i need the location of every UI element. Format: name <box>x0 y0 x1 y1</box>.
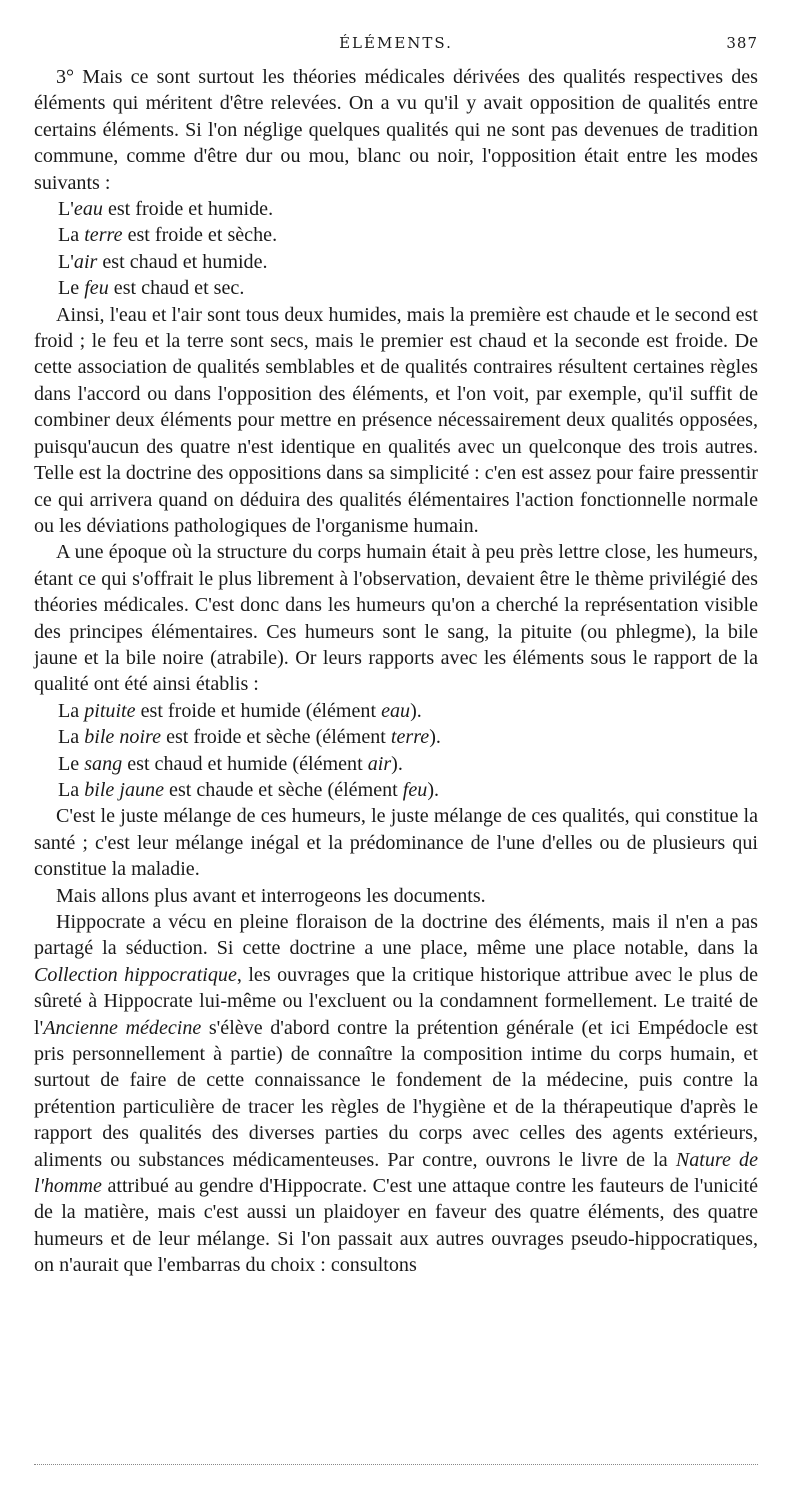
list-item-suffix: est froide et humide. <box>102 198 274 221</box>
list-item-suffix: ). <box>427 778 440 801</box>
paragraph-transition: Mais allons plus avant et interrogeons les documents. <box>56 884 486 907</box>
humor-name: pituite <box>84 699 136 722</box>
humor-name: bile jaune <box>84 778 165 801</box>
list-item-middle: est chaud et humide (élément <box>122 752 368 775</box>
paragraph-oppositions: Ainsi, l'eau et l'air sont tous deux humides, mais la première est chaude et le second est froid ; le feu et la terre sont secs, mais le premier est chaud et la seconde est froide. De cette association de qualités semblables et de qualités contraires résultent certaines règles dans l'accord ou dans l'opposition des éléments, et l'on voit, par exemple, qu'il suffit de combiner deux éléments pour mettre en présence nécessairement deux qualités opposées, puisqu'aucun des quatre n'est identique en qualités avec un quelconque des trois autres. Telle est la doctrine des oppositions dans sa simplicité : c'en est assez pour faire pressentir ce qui arrivera quand on déduira des qualités élémentaires l'action fonctionnelle normale ou les déviations pathologiques de l'organisme humain. <box>34 303 758 537</box>
body-text <box>34 64 758 1279</box>
list-item-prefix: L' <box>58 250 74 273</box>
book-title: Nature de l'homme <box>34 1148 758 1198</box>
list-item-middle: est chaude et sèche (élément <box>164 778 403 801</box>
text-run: Hippocrate a vécu en pleine floraison de la doctrine des éléments, mais il n'en a pas partagé la séduction. Si cette doctrine a une place, même une place notable, dans la <box>34 911 758 960</box>
list-item <box>34 777 758 803</box>
element-name: eau <box>381 699 411 722</box>
element-name: feu <box>402 778 428 801</box>
list-item-suffix: ). <box>410 699 422 722</box>
element-name: terre <box>84 224 123 247</box>
book-title: Collection hippocratique <box>34 963 237 986</box>
text-run: attribué au gendre d'Hippocrate. C'est une attaque contre les fauteurs de l'unicité de la matière, mais c'est aussi un plaidoyer en faveur des quatre éléments, des quatre humeurs et de leur mélange. Si l'on passait aux autres ouvrages pseudo-hippocratiques, on n'aurait que l'embarras du choix : consultons <box>34 1175 758 1277</box>
text-run: s'élève d'abord contre la prétention générale (et ici Empédocle est pris personnellement à partie) de connaître la composition intime du corps humain, et surtout de faire de cette connaissance le fondement de la médecine, puis contre la prétention particulière de tracer les règles de l'hygiène et de la thérapeutique d'après le rapport des qualités des diverses parties du corps avec celles des agents extérieurs, aliments ou substances médicamenteuses. Par contre, ouvrons le livre de la <box>34 1016 758 1171</box>
humors-list <box>34 698 758 804</box>
paragraph-hippocrates <box>34 909 758 1279</box>
list-item-prefix: La <box>58 699 85 722</box>
list-item <box>34 275 758 301</box>
element-name: eau <box>73 198 103 221</box>
element-name: air <box>367 752 392 775</box>
running-header <box>34 34 758 60</box>
list-item-suffix: est froide et sèche. <box>122 224 278 247</box>
element-name: terre <box>390 726 430 749</box>
running-title: ÉLÉMENTS. <box>339 34 453 52</box>
list-item <box>34 222 758 248</box>
list-item-suffix: ). <box>429 726 441 749</box>
list-item-suffix: est chaud et humide. <box>97 250 268 273</box>
list-item <box>34 698 758 724</box>
humor-name: bile noire <box>84 726 162 749</box>
paragraph-humors: A une époque où la structure du corps humain était à peu près lettre close, les humeurs, étant ce qui s'offrait le plus librement à l'observation, devaient être le thème privilégié des théories médicales. C'est donc dans les humeurs qu'on a cherché la représentation visible des principes élémentaires. Ces humeurs sont le sang, la pituite (ou phlegme), la bile jaune et la bile noire (atrabile). Or leurs rapports avec les éléments sous le rapport de la qualité ont été ainsi établis : <box>34 541 758 696</box>
list-item-suffix: ). <box>391 752 403 775</box>
footer-divider <box>34 1464 758 1465</box>
list-item-prefix: Le <box>58 752 85 775</box>
paragraph-qualities-intro: 3° Mais ce sont surtout les théories médicales dérivées des qualités respectives des éléments qui méritent d'être relevées. On a vu qu'il y avait opposition de qualités entre certains éléments. Si l'on néglige quelques qualités qui ne sont pas devenues de tradition commune, comme d'être dur ou mou, blanc ou noir, l'opposition était entre les modes suivants : <box>34 66 758 194</box>
list-item-prefix: La <box>58 726 85 749</box>
humor-name: sang <box>84 752 123 775</box>
paragraph-health: C'est le juste mélange de ces humeurs, le juste mélange de ces qualités, qui constitue la santé ; c'est leur mélange inégal et la prédominance de l'une d'elles ou de plusieurs qui constitue la maladie. <box>34 805 758 881</box>
element-name: air <box>73 250 98 273</box>
list-item-suffix: est chaud et sec. <box>108 277 245 300</box>
list-item-middle: est froide et humide (élément <box>135 699 382 722</box>
elements-list <box>34 196 758 302</box>
list-item-prefix: La <box>58 224 85 247</box>
list-item-prefix: La <box>58 778 85 801</box>
element-name: feu <box>84 277 109 300</box>
page-number: 387 <box>726 34 758 52</box>
list-item <box>34 196 758 222</box>
list-item <box>34 724 758 750</box>
list-item <box>34 751 758 777</box>
list-item-prefix: L' <box>58 198 74 221</box>
list-item <box>34 249 758 275</box>
list-item-prefix: Le <box>58 277 85 300</box>
text-run: , les ouvrages que la critique historique attribue avec le plus de sûreté à Hippocrate lui-même ou l'excluent ou la condamnent formellement. Le traité de l' <box>34 963 758 1039</box>
book-title: Ancienne médecine <box>43 1016 202 1039</box>
list-item-middle: est froide et sèche (élément <box>161 726 391 749</box>
